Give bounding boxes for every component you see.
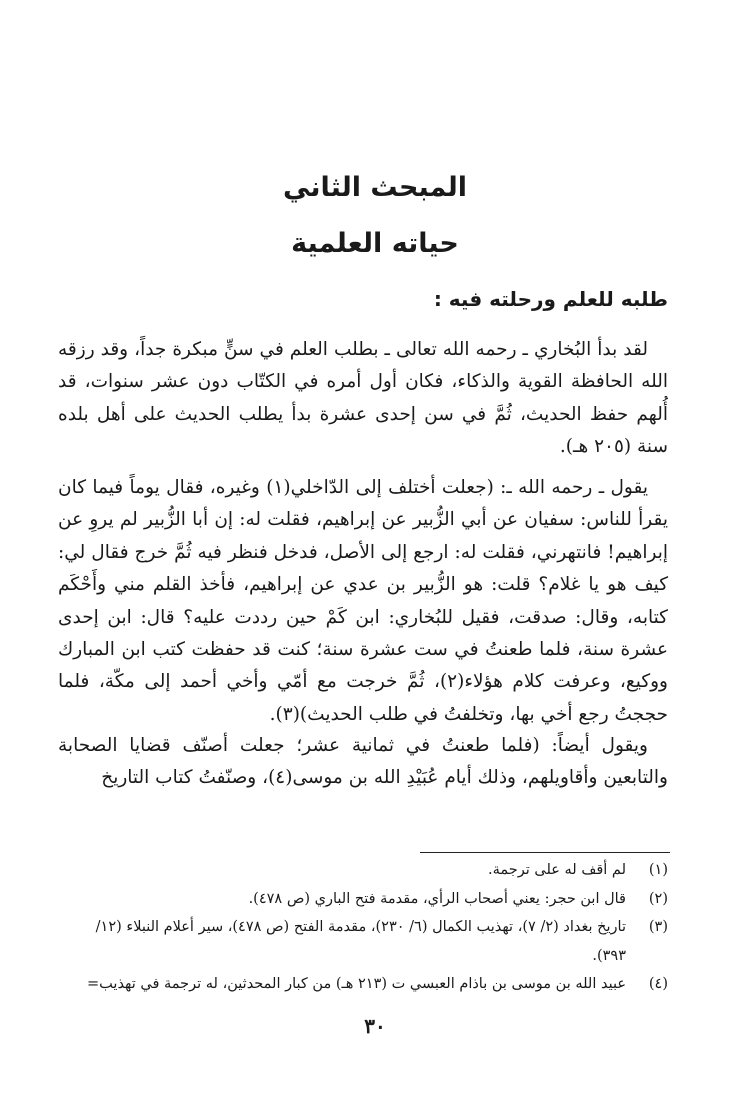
footnote-text: تاريخ بغداد (٢/ ٧)، تهذيب الكمال (٦/ ٢٣٠)، مقدمة الفتح (ص ٤٧٨)، سير أعلام النبلاء (١٢/ ٣٩٣). [95,919,626,964]
paragraph-text: يقول ـ رحمه الله ـ: (جعلت أختلف إلى الدّاخلي(١) وغيره، فقال يوماً فيما كان يقرأ للناس: سفيان عن أبي الزُّبير عن إبراهيم، فقلت له: إن أبا الزُّبير لم يروِ عن إبراهيم! فانتهرني، فقلت له: ارجع إلى الأصل، فدخل فنظر فيه ثُمَّ خرج فقال لي: كيف هو يا غلام؟ قلت: هو الزُّبير بن عدي عن إبراهيم، فأخذ القلم مني وأَحْكَم كتابه، وقال: صدقت، فقيل للبُخاري: ابن كَمْ حين رددت عليه؟ قال: ابن إحدى عشرة سنة، فلما طعنتُ في ست عشرة سنة؛ كنت قد حفظت كتب ابن المبارك ووكيع، وعرفت كلام هؤلاء(٢)، ثُمَّ خرجت مع أمّي وأخي أحمد إلى مكّة، فلما حججتُ رجع أخي بها، وتخلفتُ في طلب الحديث)(٣). [58,477,668,725]
footnote-number: (١) [648,862,668,878]
footnote-number: (٤) [648,976,668,992]
footnote-number: (٢) [648,890,668,907]
chapter-title: المبحث الثاني [283,172,467,203]
footnote-text: لم أقف له على ترجمة. [488,862,626,878]
footnote-item [58,913,668,970]
page-number: ٣٠ [364,1014,386,1038]
footnote-number: (٣) [648,919,668,935]
section-heading: طلبه للعلم ورحلته فيه : [433,287,668,311]
chapter-subtitle: حياته العلمية [291,228,459,259]
footnote-text: قال ابن حجر: يعني أصحاب الرأي، مقدمة فتح الباري (ص ٤٧٨). [248,890,626,907]
body-paragraph [58,730,668,795]
footnote-item [58,856,668,885]
footnote-item [58,885,668,914]
footnote-item [58,970,668,999]
paragraph-text: لقد بدأ البُخاري ـ رحمه الله تعالى ـ بطلب العلم في سنٍّ مبكرة جداً، وقد رزقه الله الحافظة القوية والذكاء، فكان أول أمره في الكتّاب دون عشر سنوات، قد أُلهم حفظ الحديث، ثُمَّ في سن إحدى عشرة بدأ يطلب الحديث على أهل بلده سنة (٢٠٥ هـ). [58,339,668,458]
footnote-separator [420,852,670,853]
footnotes [58,856,668,999]
body-paragraph [58,334,668,464]
body-paragraph [58,472,668,731]
paragraph-text: ويقول أيضاً: (فلما طعنتُ في ثمانية عشر؛ جعلت أصنّف قضايا الصحابة والتابعين وأقاويلهم، وذلك أيام عُبَيْدِ الله بن موسى(٤)، وصنّفتُ كتاب التاريخ [58,735,668,789]
footnote-text: عبيد الله بن موسى بن باذام العبسي ت (٢١٣ هـ) من كبار المحدثين، له ترجمة في تهذيب= [87,976,626,992]
